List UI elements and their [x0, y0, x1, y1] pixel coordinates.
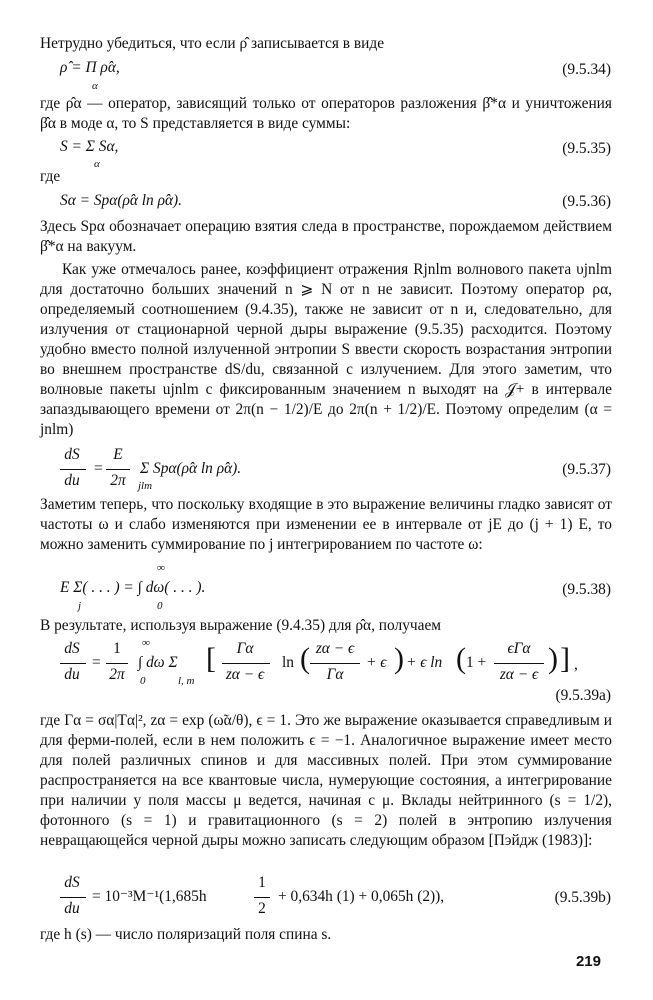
- equation-9-5-39a-gamma-denominator: zα − ϵ: [225, 666, 265, 683]
- left-paren-icon: (: [456, 642, 466, 675]
- equation-9-5-39a-integral-lower: 0: [140, 675, 146, 687]
- paragraph-where: где: [40, 168, 61, 185]
- paragraph-intro: Нетрудно убедиться, что если ρ̂ записывается в виде: [40, 35, 385, 52]
- equation-9-5-39a-factor-numerator: 1: [113, 640, 121, 657]
- equation-9-5-38-integral-lower: 0: [157, 600, 163, 612]
- equation-9-5-39a-integral-sum: ∫ dω Σ: [138, 654, 178, 671]
- equation-9-5-38-integral-upper: ∞: [157, 562, 165, 574]
- equation-9-5-37-label: (9.5.37): [562, 461, 611, 478]
- right-bracket-icon: ]: [560, 642, 570, 675]
- equation-9-5-39a-ln-first: ln: [282, 654, 294, 671]
- equation-9-5-39a-lhs-numerator: dS: [64, 640, 80, 657]
- equation-9-5-35-sum-index: α: [94, 158, 100, 170]
- equation-9-5-39b-label: (9.5.39b): [554, 889, 611, 906]
- equation-9-5-39b-half-numerator: 1: [258, 874, 266, 891]
- paragraph-frequency-integration: Заметим теперь, что поскольку входящие в это выражение величины гладко зависят от частоты ω и слабо изменяются при изменении ее в интервале от jE до (j + 1) E, то можно заменить суммирование по j интегрированием по частоте ω:: [40, 496, 612, 553]
- left-bracket-icon: [: [206, 642, 216, 675]
- equation-9-5-39a-gamma-numerator: Γα: [236, 640, 254, 657]
- equation-9-5-37-equals: =: [94, 460, 103, 477]
- equation-9-5-38-sum-index: j: [78, 600, 82, 612]
- paragraph-reflection-coefficient: Как уже отмечалось ранее, коэффициент отражения Rjnlm волнового пакета υjnlm для достаточно больших значений n ⩾ N от n не зависит. Поэтому оператор ρα, определяемый соотношением (9.4.35), также не зависит от n и, следовательно, для излучения от стационарной черной дыры выражение (9.5.35) расходится. Поэтому удобно вместо полной излученной энтропии S ввести скорость возрастания энтропии во внешнем пространстве dS/du, связанной с излучением. Для этого заметим, что волновые пакеты ujnlm с фиксированным значением n выходят на 𝒥+ в интервале запаздывающего времени от 2π(n − 1/2)/E до 2π(n + 1/2)/E. Поэтому определим (α = jnlm): [40, 261, 612, 438]
- equation-9-5-39a-eg-bar: [494, 663, 544, 664]
- equation-9-5-39b-body-start: = 10⁻³M⁻¹(1,685h: [92, 888, 207, 905]
- equation-9-5-37-factor-denominator: 2π: [110, 472, 126, 489]
- equation-9-5-39a-eg-denominator: zα − ϵ: [499, 666, 539, 683]
- equation-9-5-34: ρ̂ = Π ρ̂α,: [60, 59, 120, 76]
- equation-9-5-39b-body-end: + 0,634h (1) + 0,065h (2)),: [278, 888, 445, 905]
- equation-9-5-37-lhs-numerator: dS: [64, 446, 80, 463]
- page-number: 219: [575, 953, 601, 970]
- equation-9-5-39a-integral-upper: ∞: [142, 637, 150, 649]
- equation-9-5-39a-z-bar: [310, 663, 360, 664]
- equation-9-5-39a-eps-ln: + ϵ ln: [406, 654, 443, 671]
- equation-9-5-35: S = Σ Sα,: [60, 138, 119, 155]
- equation-9-5-36: Sα = Spα(ρ̂α ln ρ̂α).: [60, 192, 183, 209]
- equation-9-5-39a-z-denominator: Γα: [326, 666, 344, 683]
- equation-9-5-36-label: (9.5.36): [562, 193, 611, 210]
- equation-9-5-39a-gamma-bar: [222, 663, 270, 664]
- equation-9-5-39a-z-numerator: zα − ϵ: [315, 640, 355, 657]
- equation-9-5-37-lhs-denominator: du: [64, 472, 80, 489]
- equation-9-5-39a-plus-epsilon: + ϵ: [366, 654, 387, 671]
- equation-9-5-39a-lhs-bar: [60, 663, 86, 664]
- equation-9-5-39a-comma: ,: [574, 656, 578, 673]
- equation-9-5-39b-half-bar: [254, 897, 270, 898]
- equation-9-5-39a-sum-index: l, m: [178, 675, 195, 687]
- equation-9-5-39b-lhs-bar: [60, 897, 86, 898]
- equation-9-5-37-factor-numerator: E: [113, 446, 123, 463]
- equation-9-5-39a-factor-bar: [106, 663, 128, 664]
- paragraph-trace-definition: Здесь Spα обозначает операцию взятия следа в пространстве, порождаемом действием β̂*α на вакуум.: [40, 218, 612, 255]
- equation-9-5-34-product-index: α: [92, 80, 98, 92]
- equation-9-5-35-label: (9.5.35): [562, 140, 611, 157]
- equation-9-5-34-label: (9.5.34): [562, 61, 611, 78]
- equation-9-5-39a-eg-numerator: ϵΓα: [507, 640, 531, 657]
- equation-9-5-39a-label: (9.5.39a): [555, 687, 611, 704]
- equation-9-5-39a-lhs-denominator: du: [64, 666, 80, 683]
- paragraph-polarizations: где h (s) — число поляризаций поля спина s.: [40, 926, 332, 943]
- paragraph-result: В результате, используя выражение (9.4.35) для ρ̂α, получаем: [40, 617, 442, 634]
- equation-9-5-39a-factor-denominator: 2π: [109, 666, 125, 683]
- right-paren-icon: ): [548, 642, 558, 675]
- paragraph-operator-definition: где ρ̂α — оператор, зависящий только от операторов разложения β̂*α и уничтожения β̂α в моде α, то S представляется в виде суммы:: [40, 95, 612, 132]
- equation-9-5-39b-half-denominator: 2: [258, 900, 266, 917]
- equation-9-5-39a-equals: =: [92, 654, 101, 671]
- equation-9-5-37-sum-index: jlm: [138, 480, 153, 492]
- left-paren-icon: (: [300, 642, 310, 675]
- equation-9-5-38-label: (9.5.38): [562, 581, 611, 598]
- equation-9-5-39b-lhs-denominator: du: [64, 900, 80, 917]
- equation-9-5-39a-one-plus: 1 +: [466, 654, 487, 671]
- equation-9-5-37-factor-bar: [106, 469, 130, 470]
- equation-9-5-38: E Σ( . . . ) = ∫ dω( . . . ).: [60, 579, 206, 596]
- equation-9-5-37-body: Σ Spα(ρ̂α ln ρ̂α).: [140, 460, 242, 477]
- equation-9-5-37-lhs-bar: [60, 469, 86, 470]
- equation-9-5-39b-lhs-numerator: dS: [64, 874, 80, 891]
- paragraph-fermi-fields: где Γα = σα|Tα|², zα = exp (ω̃α/θ), ϵ = 1. Это же выражение оказывается справедливым и для ферми-полей, если в нем положить ϵ = −1. Аналогичное выражение имеет место для полей различных спинов и для массивных полей. При этом суммирование распространяется на все квантовые числа, нумерующие состояния, а интегрирование при наличии у поля массы μ ведется, начиная с μ. Вклады нейтринного (s = 1/2), фотонного (s = 1) и гравитационного (s = 2) полей в энтропию излучения невращающейся черной дыры можно записать следующим образом [Пэйдж (1983)]:: [40, 712, 612, 849]
- right-paren-icon: ): [394, 642, 404, 675]
